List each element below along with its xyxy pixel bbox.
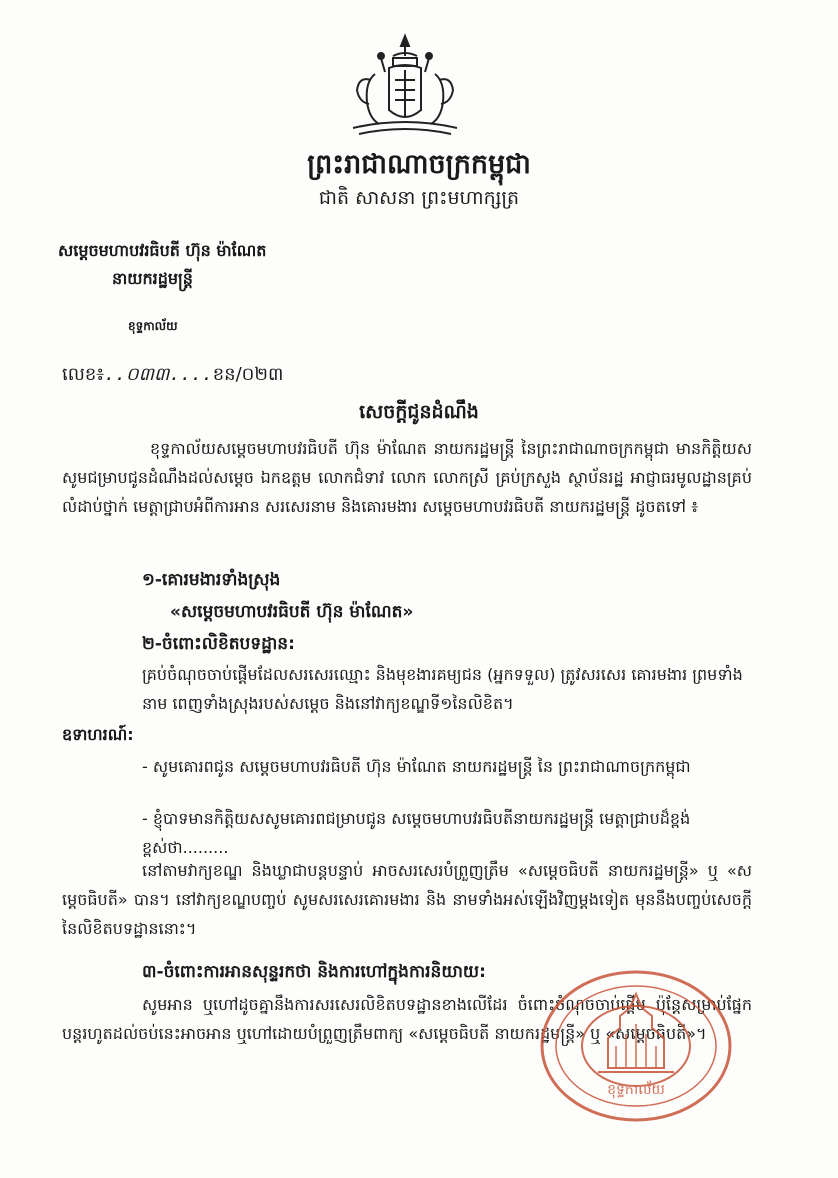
example-item-2: - ខ្ញុំបាទមានកិត្តិយសសូមគោរពជម្រាបជូន សម្តេចមហាបវរធិបតីនាយករដ្ឋមន្ត្រី មេត្តាជ្រាបដ៏ខ្ពង់ខ្ពស់ថា......... <box>142 809 691 857</box>
section-heading-1: ១-គោរមងារទាំងស្រុង <box>142 570 281 590</box>
royal-arms-emblem-icon <box>345 32 465 142</box>
section-heading-3: ៣-ចំពោះការអានសុន្ទរកថា និងការហៅក្នុងការនិយាយ: <box>142 962 486 982</box>
national-motto: ជាតិ សាសនា ព្រះមហាក្សត្រ <box>318 187 520 209</box>
section-heading-2: ២-ចំពោះលិខិតបទដ្ឋាន: <box>142 634 295 654</box>
example-label: ឧទាហរណ៍: <box>62 725 134 744</box>
intro-paragraph: ខុទ្ទកាល័យសម្តេចមហាបវរធិបតី ហ៊ុន ម៉ាណែត នាយករដ្ឋមន្ត្រី នៃព្រះរាជាណាចក្រកម្ពុជា មានកិត្តិយសសូមជម្រាបជូនដំណឹងដល់សម្តេច ឯកឧត្តម លោកជំទាវ លោក លោកស្រី គ្រប់ក្រសួង ស្ថាប័នរដ្ឋ អាជ្ញាធរមូលដ្ឋានគ្រប់លំដាប់ថ្នាក់ មេត្តាជ្រាបអំពីការអាន សរសេរនាម និងគោរមងារ សម្តេចមហាបវរធិបតី នាយករដ្ឋមន្ត្រី ដូចតទៅ ៖ <box>62 439 752 516</box>
reference-suffix: ខន/០២៣ <box>212 364 284 385</box>
reference-value: ..០៣៣.... <box>104 364 213 385</box>
section-2-paragraph: គ្រប់ចំណុចចាប់ផ្តើមដែលសរសេរឈ្មោះ និងមុខងារគម្យជន (អ្នកទទួល) ត្រូវសរសេរ គោរមងារ ព្រមទាំងនាម ពេញទាំងស្រុងរបស់សម្តេច និងនៅវាក្យខណ្ឌទី១នៃលិខិត។ <box>142 665 743 713</box>
sender-office: ខុទ្ទកាល័យ <box>128 319 178 333</box>
sender-title: សម្តេចមហាបវរធិបតី ហ៊ុន ម៉ាណែត <box>58 241 267 260</box>
example-item-1: - សូមគោរពជូន សម្តេចមហាបវរធិបតី ហ៊ុន ម៉ាណែត នាយករដ្ឋមន្ត្រី នៃ ព្រះរាជាណាចក្រកម្ពុជា <box>142 757 691 776</box>
full-title-quote: «សម្តេចមហាបវរធិបតី ហ៊ុន ម៉ាណែត» <box>170 602 414 622</box>
seal-inscription: ខុទ្ទកាល័យ <box>607 1082 665 1098</box>
sender-position: នាយករដ្ឋមន្ត្រី <box>112 269 193 288</box>
official-stamp-seal-icon <box>538 968 734 1124</box>
reference-number <box>62 362 283 389</box>
document-title: សេចក្តីជូនដំណឹង <box>359 401 479 423</box>
kingdom-heading: ព្រះរាជាណាចក្រកម្ពុជា <box>307 149 531 180</box>
speech-paragraph: សូមអាន ឬហៅដូចគ្នានឹងការសរសេរលិខិតបទដ្ឋានខាងលើដែរ ចំពោះចំណុចចាប់ផ្តើម ប៉ុន្តែសម្រាប់ផ្នែកបន្តរហូតដល់ចប់នេះអាចអាន ឬហៅដោយបំព្រួញត្រឹមពាក្យ «សម្តេចធិបតី នាយករដ្ឋមន្ត្រី» ឬ «សម្តេចធិបតី»។ <box>62 995 752 1043</box>
abbreviation-paragraph: នៅតាមវាក្យខណ្ឌ និងឃ្លាជាបន្តបន្ទាប់ អាចសរសេរបំព្រួញត្រឹម «សម្តេចធិបតី នាយករដ្ឋមន្ត្រី» ឬ «សម្តេចធិបតី» បាន។ នៅវាក្យខណ្ឌបញ្ចប់ សូមសរសេរគោរមងារ និង នាមទាំងអស់ឡើងវិញម្តងទៀត មុននឹងបញ្ចប់សេចក្តីនៃលិខិតបទដ្ឋាននោះ។ <box>62 861 752 938</box>
reference-label: លេខ៖ <box>62 364 105 385</box>
